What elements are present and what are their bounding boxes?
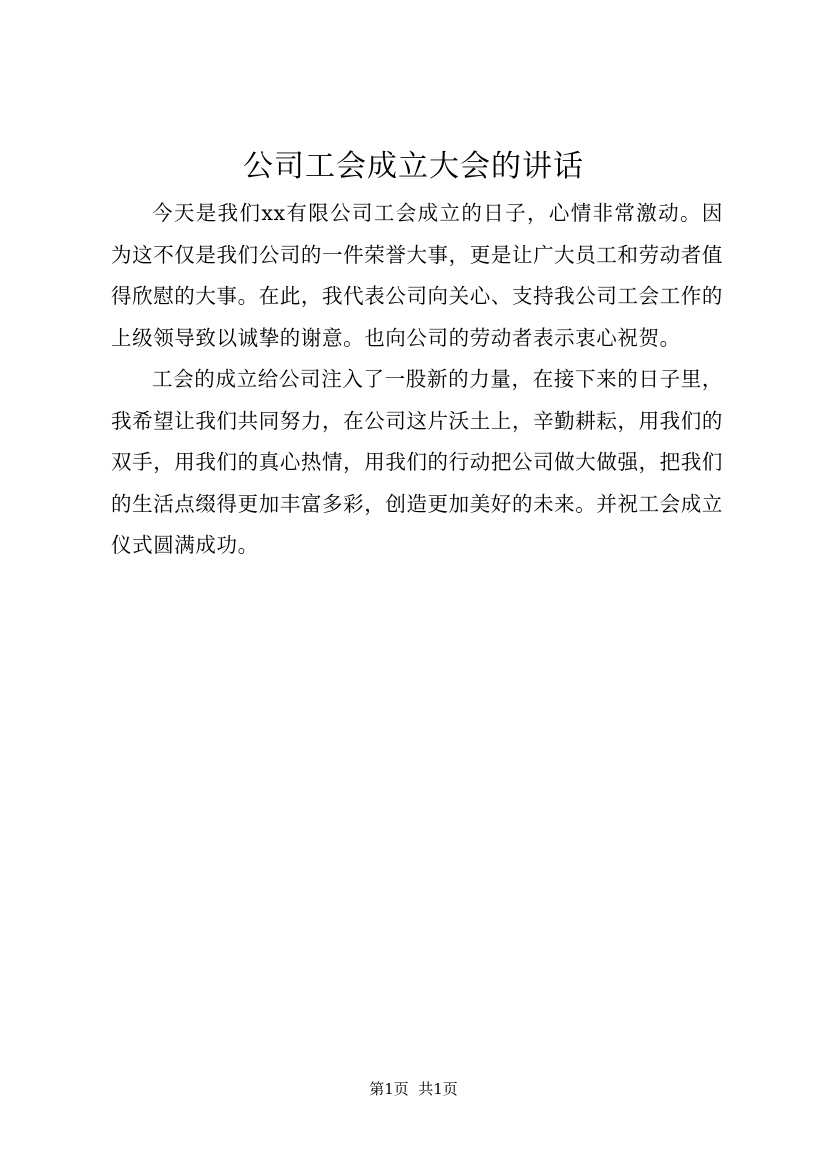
page-number-label: 第1页 共1页 (369, 1080, 458, 1098)
document-title: 公司工会成立大会的讲话 (243, 149, 584, 184)
paragraph-1: 今天是我们xx有限公司工会成立的日子，心情非常激动。因为这不仅是我们公司的一件荣誉大事，更是让广大员工和劳动者值得欣慰的大事。在此，我代表公司向关心、支持我公司工会工作的上级领导致以诚挚的谢意。也向公司的劳动者表示衷心祝贺。 (111, 201, 723, 350)
document-body (111, 193, 723, 567)
paragraph-2: 工会的成立给公司注入了一股新的力量，在接下来的日子里，我希望让我们共同努力，在公司这片沃土上，辛勤耕耘，用我们的双手，用我们的真心热情，用我们的行动把公司做大做强，把我们的生活点缀得更加丰富多彩，创造更加美好的未来。并祝工会成立仪式圆满成功。 (111, 367, 723, 557)
page-footer (0, 1078, 827, 1100)
